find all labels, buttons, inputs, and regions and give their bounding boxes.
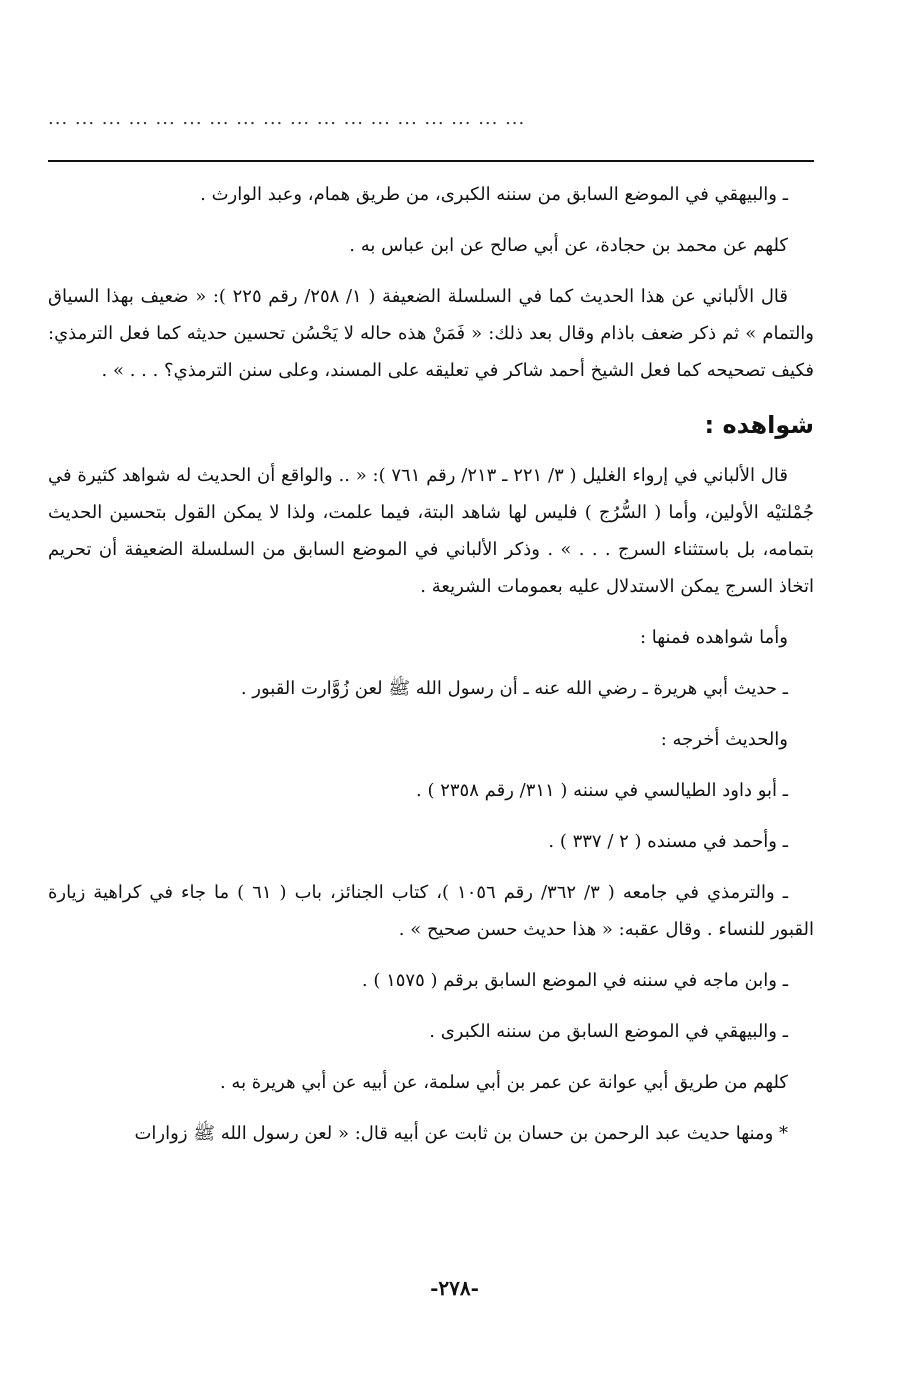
paragraph: كلهم من طريق أبي عوانة عن عمر بن أبي سلمة، عن أبيه عن أبي هريرة به . — [219, 1072, 788, 1093]
paragraph: كلهم عن محمد بن حجادة، عن أبي صالح عن ابن عباس به . — [349, 235, 788, 256]
paragraph: * ومنها حديث عبد الرحمن بن حسان بن ثابت عن أبيه قال: « لعن رسول الله ﷺ زوارات — [134, 1123, 788, 1144]
paragraph: وأما شواهده فمنها : — [639, 627, 788, 648]
paragraph: ـ أبو داود الطيالسي في سننه ( ٣١١/ رقم ٢٣٥٨ ) . — [416, 780, 788, 801]
paragraph: قال الألباني في إرواء الغليل ( ٣/ ٢٢١ ـ ٢١٣/ رقم ٧٦١ ): « .. والواقع أن الحديث له شواهد كثيرة في جُمْلتيْه الأولين، وأما ( السُّرُج ) فليس لها شاهد البتة، فيما علمت، ولذا لا يمكن القول بتحسين الحديث بتمامه، بل باستثناء السرج . . . » . وذكر الألباني في الموضع السابق من السلسلة الضعيفة أن تحريم اتخاذ السرج يمكن الاستدلال عليه بعمومات الشريعة . — [48, 465, 814, 597]
paragraph: ـ وابن ماجه في سننه في الموضع السابق برقم ( ١٥٧٥ ) . — [361, 970, 788, 991]
section-heading: شواهده : — [704, 411, 814, 439]
page-number: -٢٧٨- — [430, 1276, 479, 1300]
header-dots: ... ... ... ... ... ... ... ... ... ... ... ... ... ... ... ... ... ... — [48, 108, 526, 129]
paragraph: والحديث أخرجه : — [660, 729, 788, 750]
paragraph: ـ والبيهقي في الموضع السابق من سننه الكبرى . — [429, 1021, 788, 1042]
paragraph: ـ وأحمد في مسنده ( ٢ / ٣٣٧ ) . — [548, 831, 788, 852]
paragraph: قال الألباني عن هذا الحديث كما في السلسلة الضعيفة ( ١/ ٢٥٨/ رقم ٢٢٥ ): « ضعيف بهذا السياق والتمام » ثم ذكر ضعف باذام وقال بعد ذلك: « فَمَنْ هذه حاله لا يَحْسُن تحسين حديثه كما فعل الترمذي: فكيف تصحيحه كما فعل الشيخ أحمد شاكر في تعليقه على المسند، وعلى سنن الترمذي؟ . . . » . — [48, 286, 814, 381]
page-body — [48, 176, 814, 1152]
header-rule — [48, 160, 814, 162]
paragraph: ـ والترمذي في جامعه ( ٣/ ٣٦٢/ رقم ١٠٥٦ )، كتاب الجنائز، باب ( ٦١ ) ما جاء في كراهية زيارة القبور للنساء . وقال عقبه: « هذا حديث حسن صحيح » . — [48, 882, 814, 940]
paragraph: ـ حديث أبي هريرة ـ رضي الله عنه ـ أن رسول الله ﷺ لعن زُوَّارت القبور . — [240, 678, 788, 699]
paragraph: ـ والبيهقي في الموضع السابق من سننه الكبرى، من طريق همام، وعبد الوارث . — [200, 184, 788, 205]
